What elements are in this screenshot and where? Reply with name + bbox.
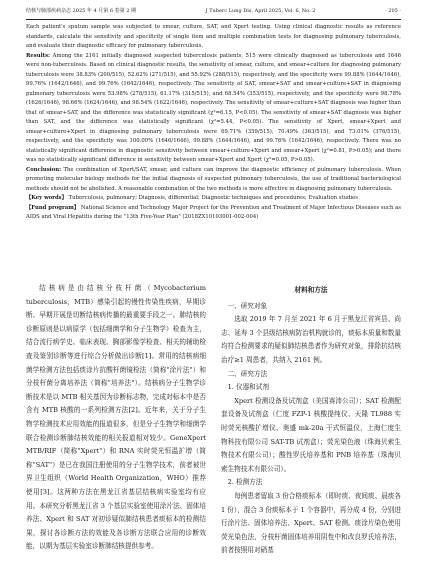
subsection-subjects: 一、研究对象 — [227, 301, 268, 310]
fund-line — [26, 204, 401, 223]
left-column — [26, 282, 206, 558]
abstract-conclusion — [26, 166, 401, 195]
subjects-paragraph: 选取 2019 年 7 月至 2021 年 6 月于黑龙江省宾县、尚志、延寿 3 个县级结核病防治机构就诊的，痰标本质量和数量均符合检测要求的疑似肺结核患者作为研究对象，排除抗结核治疗≥1 周患者，共纳入 2161 例。 — [221, 315, 401, 364]
journal-title-chinese: 结核与肺部疾病杂志 2025 年 4 月第 6 卷第 2 期 — [26, 8, 136, 14]
introduction-paragraph: 结核病是由结核分枝杆菌（Mycobacterium tuberculosis，MTB）感染引起的慢性传染性疾病，早期诊断、早期开展是切断结核病传播的最重要手段之一。肺结核的诊断原则是以病原学（包括细菌学和分子生物学）检查为主，结合流行病学史、临床表现、胸部影像学检查、相关的辅助检查及鉴别诊断等进行综合分析做出诊断[1]。常用的结核病细菌学检测方法包括痰涂片抗酸杆菌镜检法（简称"涂片法"）和分枝杆菌分离培养法（简称"培养法"）。结核病分子生物学诊断技术是以 MTB 相关基因为诊断标志物，完成对标本中是否含有 MTB 核酸的一系列检测方法[2]。近年来，关于分子生物学检测技术应用效能的报道很多，但是分子生物学和细菌学联合检测诊断肺结核效能的相关报道相对较少。GeneXpert MTB/RIF（简称"Xpert"）和 RNA 实时荧光恒温扩增（简称"SAT"）是已在我国注册使用的分子生物学技术，前者被世界卫生组织（World Health Organization，WHO）推荐使用[3]。这两种方法在黑龙江省基层结核病实验室均有应用。本研究分析黑龙江省 3 个基层实验室使用涂片法、固体培养法、Xpert 和 SAT 对初诊疑似肺结核患者痰标本的检测结果，探讨各诊断方法的效能及各诊断方法联合应用的诊断效能，以期为基层实验室诊断肺结核提供参考。 — [26, 284, 206, 551]
detection-paragraph: 每例患者留取 3 份合格痰标本（即时痰、夜间痰、晨痰各 1 份），混合 3 份痰标本于 1 个容器中，再分成 4 份，分别进行涂片法、固体培养法、Xpert、SAT 检测。痰涂片染色使用荧光染色法，分枝杆菌固体培养用阴性中和改良罗氏培养法，前者按照用对硝基 — [221, 491, 401, 555]
keywords-label: 【Key words】 — [26, 195, 67, 201]
keywords-line — [26, 194, 401, 204]
keywords-text: Tuberculosis, pulmonary; Diagnosis, differential; Diagnostic techniques and procedures; Evaluation studies — [68, 195, 358, 201]
abstract-methods-text: Each patient's sputum sample was subjected to smear, culture, SAT, and Xpert testing. Using clinical diagnostic results as reference standards, calculate the sensitivity and specificity of single item and multiple combination tests for diagnosing pulmonary tuberculosis, and evaluate their diagnostic efficacy for pulmonary tuberculosis. — [26, 24, 401, 49]
subsection-instruments: 1. 仪器和试剂 — [227, 383, 269, 392]
body-columns — [26, 282, 401, 558]
instruments-paragraph: Xpert 检测设备及试剂盒（美国赛沛公司）；SAT 检测配套设备及试剂盒（仁度 FZP-1 核酸提纯仪、天隆 TL988 实时荧光核酸扩增仪、奥盛 mk-20a 干式恒温仪、上海仁度生物科技有限公司 SAT-TB 试剂盒）；荧光染色液（珠海贝索生物技术有限公司）；酸性罗氏培养基和 PNB 培养基（珠海贝索生物技术有限公司）。 — [221, 396, 401, 473]
english-abstract — [26, 23, 401, 223]
subsection-detection: 2. 检测方法 — [227, 478, 263, 487]
subsection-methods: 二、研究方法 — [227, 369, 268, 378]
abstract-conclusion-text: The combination of Xpert/SAT, smear, and culture can improve the diagnostic efficiency of pulmonary tuberculosis. When promoting molecular biology methods for the initial diagnosis of suspected pulmonary tuberculosis, the use of traditional bacteriological methods should not be abolished. A reasonable combination of the two methods is more effective in diagnosing pulmonary tuberculosis. — [26, 166, 402, 192]
abstract-results — [26, 52, 401, 166]
section-title-methods: 材料和方法 — [294, 286, 328, 294]
page-number: · 205 · — [385, 8, 401, 14]
journal-title-english: J Tuberc Lung Dis, April 2025, Vol. 6, No. 2 — [205, 8, 316, 14]
header-divider — [26, 19, 401, 20]
fund-text: National Science and Technology Major Project for the Prevention and Treatment of Major Infectious Diseases such as AIDS and Viral Hepatitis during the "13th Five-Year Plan" (2018ZX10103001-002-004) — [26, 204, 401, 220]
conclusion-label: Conclusion: — [26, 166, 62, 173]
results-label: Results: — [26, 52, 51, 59]
right-column — [221, 282, 401, 558]
abstract-results-text: Among the 2161 initially diagnosed suspected tuberculosis patients, 515 were clinically diagnosed as tuberculosis and 1646 were non-tuberculosis. Based on clinical diagnostic results, the sensitivity of smear, culture, and smear+culture for diagnosing pulmonary tuberculosis were 38.83% (200/515), 52.62% (271/515), and 55.92% (288/515), respectively, and the specificity were 99.88% (1644/1646), 99.76% (1642/1646), and 99.76% (1642/1646), respectively. The sensitivity of SAT, smear+SAT and smear+culture+SAT in diagnosing pulmonary tuberculosis were 53.98% (278/515), 61.17% (315/515), and 68.54% (353/515), respectively, and the specificity were 98.78% (1626/1646), 98.66% (1624/1646), and 98.54% (1622/1646), respectively. The sensitivity of smear+culture+SAT diagnosis was higher than that of smear+SAT, and the difference was statistically significant (χ²=6.15, P<0.05). The sensitivity of smear+SAT diagnosis was higher than SAT, and the difference was statistically significant (χ²=5.44, P<0.05). The sensitivity of Xpert, smear+Xpert and smear+culture+Xpert in diagnosing pulmonary tuberculosis were 69.71% (359/515), 70.49% (363/515), and 73.01% (376/515), respectively, and the specificity was 100.00% (1646/1646), 99.88% (1644/1646), and 99.76% (1642/1646), respectively. There was no statistically significant difference in diagnostic sensitivity between smear+culture+Xpert and smear+Xpert (χ²=0.81, P>0.05); and there was no statistically significant difference in sensitivity between smear+Xpert and Xpert (χ²=0.05, P>0.05). — [26, 52, 401, 163]
fund-label: 【Fund program】 — [26, 204, 80, 211]
running-header — [26, 8, 401, 15]
